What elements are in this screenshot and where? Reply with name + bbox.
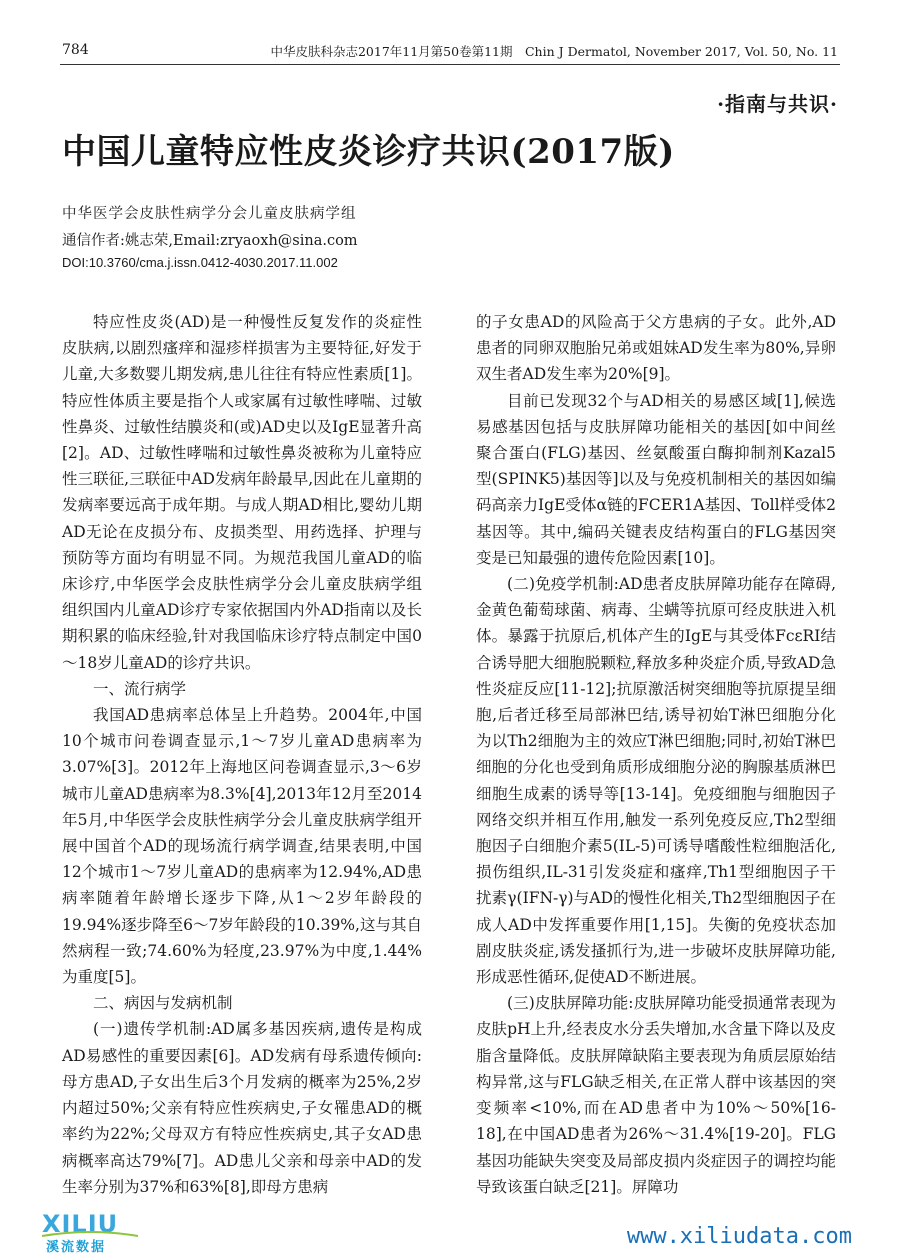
page-number: 784 [62,42,89,58]
svg-text:XILIU: XILIU [42,1210,119,1238]
correspondence: 通信作者:姚志荣,Email:zryaoxh@sina.com [62,233,358,249]
running-head: 中华皮肤科杂志2017年11月第50卷第11期 Chin J Dermatol, November 2017, Vol. 50, No. 11 [270,44,838,59]
author-group: 中华医学会皮肤性病学分会儿童皮肤病学组 [62,206,357,222]
skin-barrier-paragraph: (三)皮肤屏障功能:皮肤屏障功能受损通常表现为皮肤pH上升,经表皮水分丢失增加,水含量下降以及皮脂含量降低。皮肤屏障缺陷主要表现为角质层原始结构异常,这与FLG缺乏相关,在正常人群中该基因的突变频率<10%,而在AD患者中为10%～50%[16-18],在中国AD患者为26%～31.4%[19-20]。FLG基因功能缺失突变及局部皮损内炎症因子的调控均能导致该蛋白缺乏[21]。屏障功 [476,994,836,1196]
section-tag: ·指南与共识· [717,92,838,116]
genetics-continued-paragraph: 的子女患AD的风险高于父方患病的子女。此外,AD患者的同卵双胞胎兄弟或姐妹AD发生率为80%,异卵双生者AD发生率为20%[9]。 [476,313,836,384]
genetics-paragraph: (一)遗传学机制:AD属多基因疾病,遗传是构成AD易感性的重要因素[6]。AD发病有母系遗传倾向:母方患AD,子女出生后3个月发病的概率为25%,2岁内超过50%;父亲有特应性疾病史,子女罹患AD的概率约为22%;父母双方有特应性疾病史,其子女AD患病概率高达79%[7]。AD患儿父亲和母亲中AD的发生率分别为37%和63%[8],即母方患病 [62,1020,422,1196]
logo-text: 溪流数据 [46,1240,107,1255]
section-heading-etiology: 二、病因与发病机制 [93,994,233,1013]
epidemiology-paragraph: 我国AD患病率总体呈上升趋势。2004年,中国10个城市问卷调查显示,1～7岁儿童AD患病率为3.07%[3]。2012年上海地区问卷调查显示,3～6岁城市儿童AD患病率为8.3%[4],2013年12月至2014年5月,中华医学会皮肤性病学分会儿童皮肤病学组开展中国首个AD的现场流行病学调查,结果表明,中国12个城市1～7岁儿童AD的患病率为12.94%,AD患病率随着年龄增长逐步下降,从1～2岁年龄段的19.94%逐步降至6～7岁年龄段的10.39%,这与其自然病程一致;74.60%为轻度,23.97%为中度,1.44%为重度[5]。 [62,706,422,987]
website-link[interactable]: www.xiliudata.com [626,1224,852,1249]
susceptibility-paragraph: 目前已发现32个与AD相关的易感区域[1],候选易感基因包括与皮肤屏障功能相关的基因[如中间丝聚合蛋白(FLG)基因、丝氨酸蛋白酶抑制剂Kazal5型(SPINK5)基因等]以及与免疫机制相关的基因如编码高亲力IgE受体α链的FCER1A基因、Toll样受体2基因等。其中,编码关键表皮结构蛋白的FLG基因突变是已知最强的遗传危险因素[10]。 [476,391,836,567]
article-title: 中国儿童特应性皮炎诊疗共识(2017版) [62,132,675,172]
header-rule [60,64,840,65]
section-heading-epidemiology: 一、流行病学 [93,679,187,698]
immunology-paragraph: (二)免疫学机制:AD患者皮肤屏障功能存在障碍,金黄色葡萄球菌、病毒、尘螨等抗原可经皮肤进入机体。暴露于抗原后,机体产生的IgE与其受体FcεRI结合诱导肥大细胞脱颗粒,释放多种炎症介质,导致AD急性炎症反应[11-12];抗原激活树突细胞等抗原提呈细胞,后者迁移至局部淋巴结,诱导初始T淋巴细胞分化为以Th2细胞为主的效应T淋巴细胞;同时,初始T淋巴细胞的分化也受到角质形成细胞分泌的胸腺基质淋巴细胞生成素的诱导等[13-14]。免疫细胞与细胞因子网络交织并相互作用,触发一系列免疫反应,Th2型细胞因子白细胞介素5(IL-5)可诱导嗜酸性粒细胞活化,损伤组织,IL-31引发炎症和瘙痒,Th1型细胞因子干扰素γ(IFN-γ)与AD的慢性化相关,Th2型细胞因子在成人AD中发挥重要作用[1,15]。失衡的免疫状态加剧皮肤炎症,诱发搔抓行为,进一步破坏皮肤屏障功能,形成恶性循环,促使AD不断进展。 [476,575,836,987]
intro-paragraph: 特应性皮炎(AD)是一种慢性反复发作的炎症性皮肤病,以剧烈瘙痒和湿疹样损害为主要特征,好发于儿童,大多数婴儿期发病,患儿往往有特应性素质[1]。特应性体质主要是指个人或家属有过敏性哮喘、过敏性鼻炎、过敏性结膜炎和(或)AD史以及IgE显著升高[2]。AD、过敏性哮喘和过敏性鼻炎被称为儿童特应性三联征,三联征中AD发病年龄最早,因此在儿童期的发病率要远高于成年期。与成人期AD相比,婴幼儿期AD无论在皮损分布、皮损类型、用药选择、护理与预防等方面均有明显不同。为规范我国儿童AD的临床诊疗,中华医学会皮肤性病学分会儿童皮肤病学组组织国内儿童AD诊疗专家依据国内外AD指南以及长期积累的临床经验,针对我国临床诊疗特点制定中国0～18岁儿童AD的诊疗共识。 [62,313,422,672]
doi: DOI:10.3760/cma.j.issn.0412-4030.2017.11.002 [62,255,338,270]
left-column [62,309,422,1200]
right-column [476,309,836,1200]
